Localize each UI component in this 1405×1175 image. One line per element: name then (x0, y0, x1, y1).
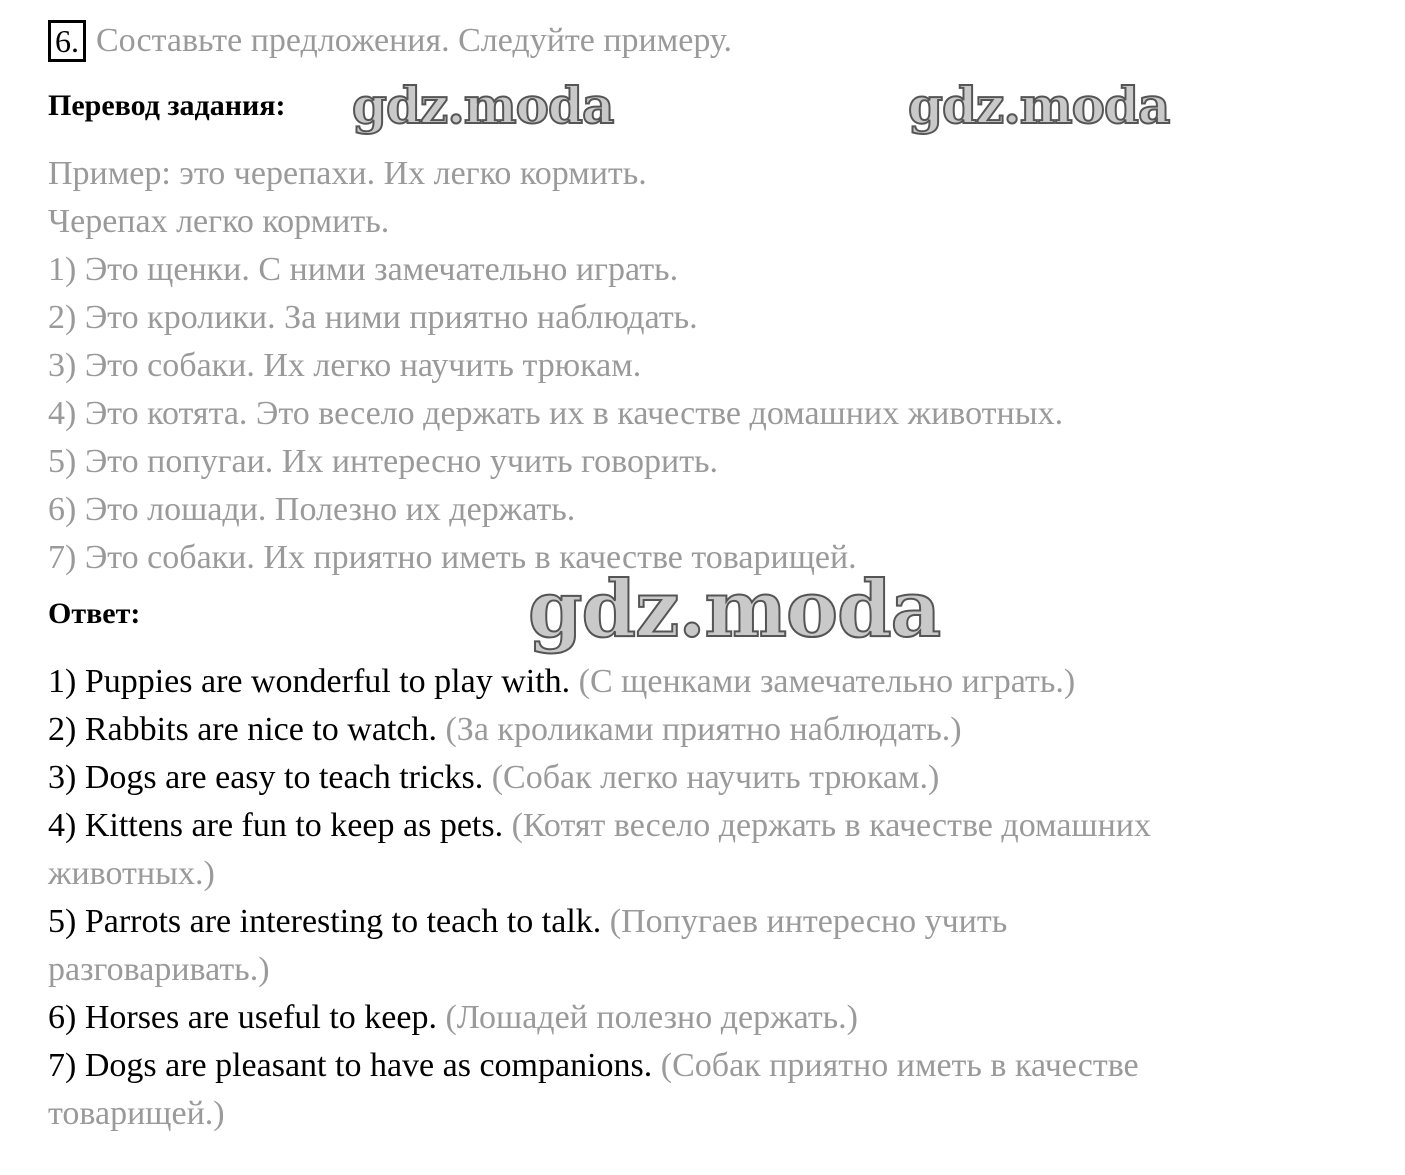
answer-english: 2) Rabbits are nice to watch. (48, 711, 437, 748)
answer-item (48, 996, 858, 1040)
watermark-logo: gdz.moda (352, 76, 614, 135)
task-header (48, 20, 732, 62)
example-line: Пример: это черепахи. Их легко кормить. (48, 155, 647, 192)
answer-russian-continued: разговаривать.) (48, 951, 270, 988)
translation-item: 1) Это щенки. С ними замечательно играть. (48, 251, 679, 288)
answer-russian: (Котят весело держать в качестве домашних (511, 807, 1151, 844)
answer-russian: (Собак легко научить трюкам.) (491, 759, 940, 796)
watermark-logo: gdz.moda (528, 564, 941, 655)
translation-item: 3) Это собаки. Их легко научить трюкам. (48, 347, 642, 384)
answer-english: 3) Dogs are easy to teach tricks. (48, 759, 484, 796)
answer-russian: (С щенками замечательно играть.) (578, 663, 1076, 700)
answer-item (48, 1044, 1139, 1088)
answer-russian: (За кроликами приятно наблюдать.) (445, 711, 962, 748)
answer-item (48, 900, 1007, 944)
answer-english: 5) Parrots are interesting to teach to talk. (48, 903, 602, 940)
example-answer-line: Черепах легко кормить. (48, 203, 390, 240)
answer-english: 6) Horses are useful to keep. (48, 999, 437, 1036)
translation-item: 4) Это котята. Это весело держать их в качестве домашних животных. (48, 395, 1064, 432)
answer-label: Ответ: (48, 597, 141, 630)
translation-item: 7) Это собаки. Их приятно иметь в качестве товарищей. (48, 539, 857, 576)
answer-russian: (Попугаев интересно учить (609, 903, 1008, 940)
translation-item: 6) Это лошади. Полезно их держать. (48, 491, 576, 528)
answer-russian-continued: животных.) (48, 855, 215, 892)
answer-russian: (Собак приятно иметь в качестве (660, 1047, 1139, 1084)
task-instruction: Составьте предложения. Следуйте примеру. (96, 22, 732, 59)
answer-russian: (Лошадей полезно держать.) (445, 999, 858, 1036)
answer-english: 4) Kittens are fun to keep as pets. (48, 807, 504, 844)
answer-item (48, 660, 1075, 704)
translation-item: 5) Это попугаи. Их интересно учить говорить. (48, 443, 719, 480)
answer-english: 1) Puppies are wonderful to play with. (48, 663, 571, 700)
task-number: 6. (48, 20, 86, 62)
answer-item (48, 804, 1151, 848)
translation-item: 2) Это кролики. За ними приятно наблюдать. (48, 299, 698, 336)
answer-russian-continued: товарищей.) (48, 1095, 225, 1132)
answer-english: 7) Dogs are pleasant to have as companions. (48, 1047, 653, 1084)
answer-item (48, 756, 939, 800)
answer-item (48, 708, 962, 752)
translation-label: Перевод задания: (48, 89, 286, 122)
watermark-logo: gdz.moda (908, 76, 1170, 135)
